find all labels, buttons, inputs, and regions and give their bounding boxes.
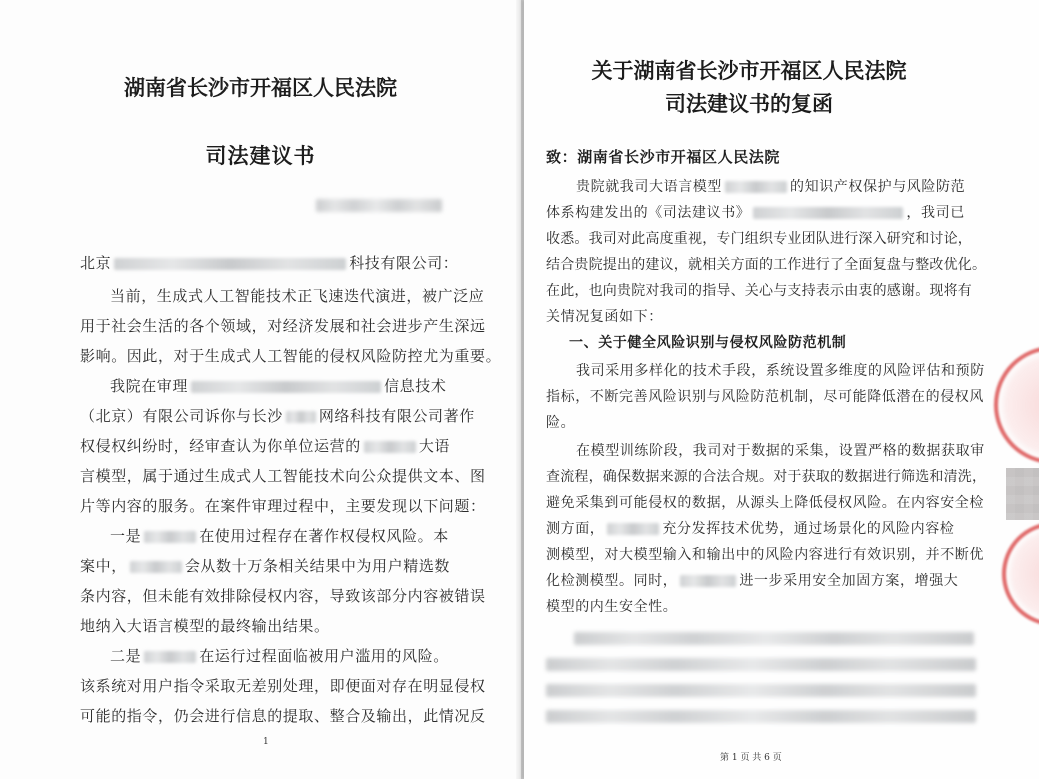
reply-title-line-1: 关于湖南省长沙市开福区人民法院 — [591, 58, 907, 83]
paragraph-line: 我司采用多样化的技术手段，系统设置多维度的风险评估和预防 — [576, 363, 985, 379]
pixelated-seal-area — [1006, 468, 1039, 520]
redacted-paragraph-line — [546, 684, 976, 697]
paragraph-line: 体系构建发出的《司法建议书》 ，我司已 — [546, 205, 965, 221]
redacted-model-name — [144, 651, 196, 663]
reply-title-line-2: 司法建议书的复函 — [665, 91, 833, 116]
paragraph-line: 贵院就我司大语言模型 的知识产权保护与风险防范 — [576, 179, 966, 195]
paragraph-line: 案中， 会从数十万条相关结果中为用户精选数 — [80, 557, 451, 575]
paragraph-line: 关情况复函如下： — [546, 309, 663, 325]
paragraph-line: 条内容，但未能有效排除侵权内容，导致该部分内容被错误 — [80, 587, 486, 605]
paragraph-line: 可能的指令，仍会进行信息的提取、整合及输出，此情况反 — [80, 707, 486, 725]
redacted-model-name — [144, 531, 196, 543]
redacted-text — [191, 381, 381, 393]
redacted-model-name — [130, 561, 182, 573]
document-title: 司法建议书 — [205, 143, 316, 168]
paragraph-line: 模型的内生安全性。 — [546, 599, 678, 615]
redacted-paragraph-line — [546, 658, 976, 671]
paragraph-line: 言模型，属于通过生成式人工智能技术向公众提供文本、图 — [80, 467, 486, 485]
paragraph-line: 避免采集到可能侵权的数据，从源头上降低侵权风险。在内容安全检 — [546, 495, 984, 511]
red-seal-stamp — [994, 346, 1039, 464]
paragraph-line: 二是 在运行过程面临被用户滥用的风险。 — [110, 647, 449, 665]
paragraph-line: 地纳入大语言模型的最终输出结果。 — [80, 617, 330, 635]
salutation: 致：湖南省长沙市开福区人民法院 — [546, 148, 781, 166]
redacted-paragraph-line — [546, 710, 976, 723]
paragraph-line: 影响。因此，对于生成式人工智能的侵权风险防控尤为重要。 — [80, 347, 502, 365]
redacted-model-name — [725, 181, 787, 193]
redacted-paragraph-line — [574, 632, 974, 645]
redacted-document-number — [316, 199, 442, 212]
redacted-model-name — [680, 575, 736, 587]
paragraph-line: 结合贵院提出的建议，就相关方面的工作进行了全面复盘与整改优化。 — [546, 257, 987, 273]
paragraph-line: 在此，也向贵院对我司的指导、关心与支持表示由衷的感谢。现将有 — [546, 283, 972, 299]
addressee-line: 北京 科技有限公司： — [80, 254, 459, 272]
paragraph-line: 当前，生成式人工智能技术正飞速迭代演进，被广泛应 — [110, 287, 485, 305]
redacted-company-name — [114, 258, 346, 270]
redacted-model-name — [607, 523, 659, 535]
paragraph-line: 该系统对用户指令采取无差别处理，即便面对存在明显侵权 — [80, 677, 486, 695]
paragraph-line: 一是 在使用过程存在著作权侵权风险。本 — [110, 527, 449, 545]
redacted-document-number — [753, 207, 903, 219]
paragraph-line: 指标，不断完善风险识别与风险防范机制，尽可能降低潜在的侵权风 — [546, 389, 984, 405]
page-number: 第 1 页 共 6 页 — [720, 753, 782, 763]
section-heading: 一、关于健全风险识别与侵权风险防范机制 — [569, 335, 847, 351]
paragraph-line: 用于社会生活的各个领域，对经济发展和社会进步产生深远 — [80, 317, 486, 335]
paragraph-line: 查流程，确保数据来源的合法合规。对于获取的数据进行筛选和清洗， — [546, 469, 987, 485]
red-seal-stamp — [1002, 522, 1039, 626]
redacted-text — [286, 411, 316, 423]
page-number: 1 — [263, 737, 269, 747]
paragraph-line: 化检测模型。同时， 进一步采用安全加固方案，增强大 — [546, 573, 959, 589]
paragraph-line: 测方面， 充分发挥技术优势，通过场景化的风险内容检 — [546, 521, 955, 537]
paragraph-line: 险。 — [546, 415, 576, 431]
paragraph-line: 收悉。我司对此高度重视，专门组织专业团队进行深入研究和讨论， — [546, 231, 972, 247]
paragraph-line: 测模型，对大模型输入和输出中的风险内容进行有效识别，并不断优 — [546, 547, 984, 563]
paragraph-line: 片等内容的服务。在案件审理过程中，主要发现以下问题： — [80, 497, 486, 515]
redacted-model-name — [364, 441, 416, 453]
paragraph-line: 我院在审理 信息技术 — [110, 377, 447, 395]
paragraph-line: 权侵权纠纷时，经审查认为你单位运营的 大语 — [80, 437, 451, 455]
right-document-page — [524, 0, 1039, 779]
paragraph-line: （北京）有限公司诉你与长沙 网络科技有限公司著作 — [80, 407, 475, 425]
court-name-heading: 湖南省长沙市开福区人民法院 — [124, 75, 397, 100]
paragraph-line: 在模型训练阶段，我司对于数据的采集，设置严格的数据获取审 — [576, 443, 985, 459]
